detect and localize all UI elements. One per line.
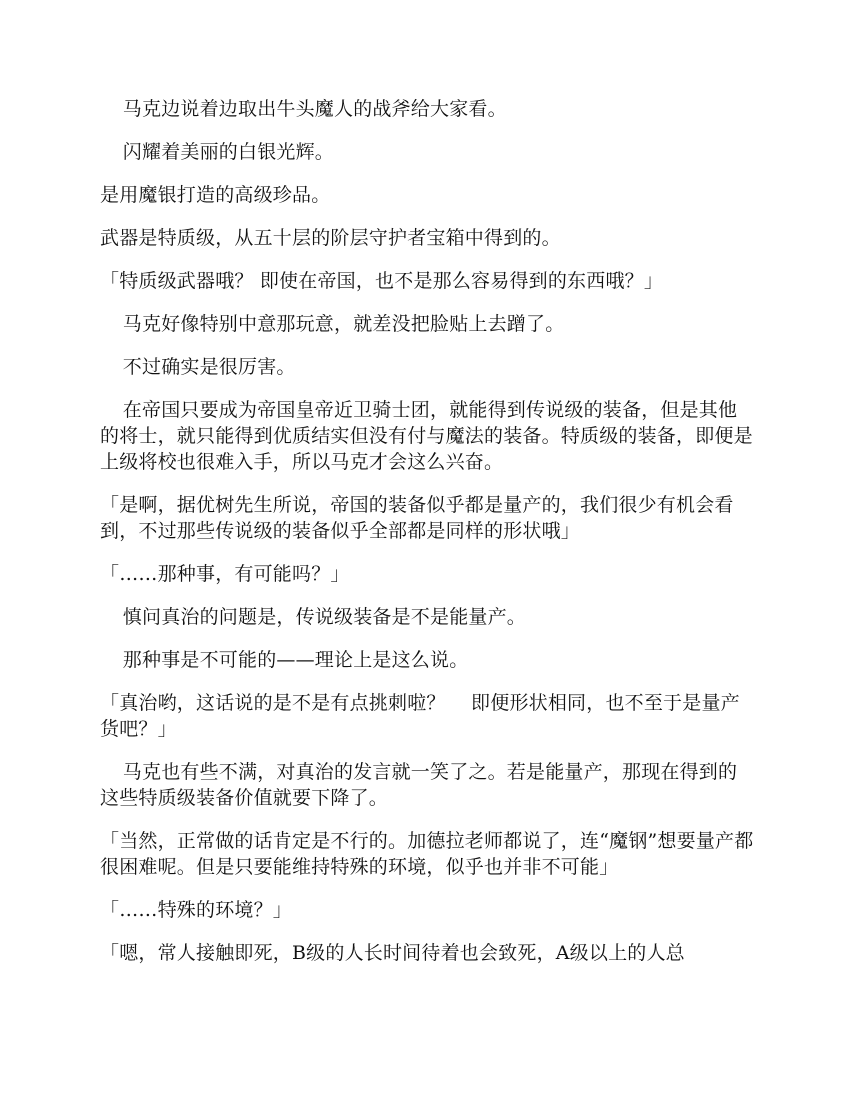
document-page — [100, 96, 755, 983]
dialogue-6: 「……特殊的环境？」 — [100, 899, 293, 921]
dialogue-7: 「嗯，常人接触即死，B级的人长时间待着也会致死，A级以上的人总 — [100, 942, 685, 964]
dialogue-3: 「……那种事，有可能吗？」 — [100, 563, 350, 585]
paragraph-1: 马克边说着边取出牛头魔人的战斧给大家看。 — [122, 98, 507, 120]
dialogue-2: 「是啊，据优树先生所说，帝国的装备似乎都是量产的，我们很少有机会看到，不过那些传说级的装备似乎全部都是同样的形状哦」 — [100, 494, 734, 542]
paragraph-2: 闪耀着美丽的白银光辉。 — [122, 141, 334, 163]
paragraph-7: 在帝国只要成为帝国皇帝近卫骑士团，就能得到传说级的装备，但是其他的将士，就只能得到优质结实但没有付与魔法的装备。特质级的装备，即便是上级将校也很难入手，所以马克才会这么兴奋。 — [100, 399, 753, 473]
paragraph-5: 马克好像特别中意那玩意，就差没把脸贴上去蹭了。 — [122, 313, 565, 335]
dialogue-5: 「当然，正常做的话肯定是不行的。加德拉老师都说了，连“魔钢”想要量产都很困难呢。但是只要能维持特殊的环境，似乎也并非不可能」 — [100, 830, 754, 878]
dialogue-4: 「真治哟，这话说的是不是有点挑刺啦？ 即便形状相同，也不至于是量产货吧？」 — [100, 692, 740, 740]
paragraph-3: 是用魔银打造的高级珍品。 — [100, 184, 331, 206]
paragraph-4: 武器是特质级，从五十层的阶层守护者宝箱中得到的。 — [100, 227, 561, 249]
paragraph-8: 慎问真治的问题是，传说级装备是不是能量产。 — [122, 606, 526, 628]
paragraph-6: 不过确实是很厉害。 — [122, 356, 296, 378]
paragraph-10: 马克也有些不满，对真治的发言就一笑了之。若是能量产，那现在得到的这些特质级装备价值就要下降了。 — [100, 761, 738, 809]
paragraph-9: 那种事是不可能的——理论上是这么说。 — [122, 649, 469, 671]
dialogue-1: 「特质级武器哦？ 即使在帝国，也不是那么容易得到的东西哦？」 — [100, 270, 664, 292]
